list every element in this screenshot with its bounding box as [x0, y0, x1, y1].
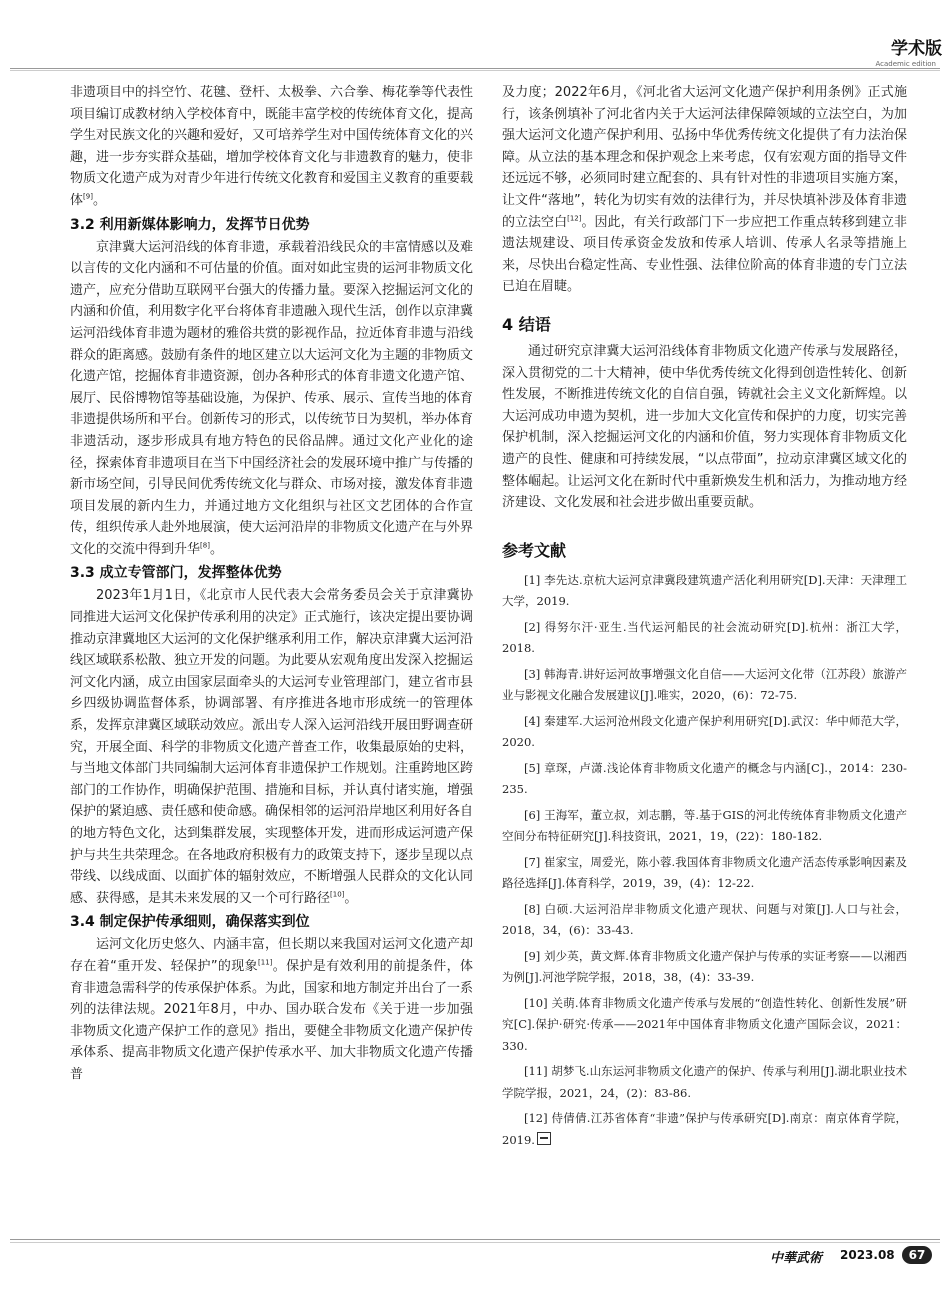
citation: [9]	[83, 192, 93, 201]
left-column	[70, 82, 473, 1086]
journal-logo: 中華武術	[770, 1251, 823, 1266]
page-footer	[770, 1245, 942, 1269]
reference-item: [3] 韩海青.讲好运河故事增强文化自信——大运河文化带（江苏段）旅游产业与影视文化融合发展建议[J].唯实，2020，(6)：72-75.	[502, 666, 907, 703]
end-of-article-icon	[537, 1132, 551, 1145]
paragraph: 京津冀大运河沿线的体育非遗，承载着沿线民众的丰富情感以及难以言传的文化内涵和不可估量的价值。面对如此宝贵的运河非物质文化遗产，应充分借助互联网平台强大的传播力量。要深入挖掘运河文化的内涵和价值，利用数字化平台将体育非遗融入现代生活，创作以京津冀运河沿线体育非遗为题材的雅俗共赏的影视作品，拉近体育非遗与沿线群众的距离感。鼓励有条件的地区建立以大运河文化为主题的非物质文化遗产馆，挖掘体育非遗资源，创办各种形式的体育非遗文化遗产馆、展厅、民俗博物馆等基础设施，为保护、传承、展示、宣传当地的体育非遗提供场所和平台。创新传习的形式，以传统节日为契机，举办体育非遗活动，逐步形成具有地方特色的民俗品牌。通过文化产业化的途径，探索体育非遗项目在当下中国经济社会的发展环境中推广与传播的新市场空间，引导民间优秀传统文化与群众、市场对接，激发体育非遗项目发展的新内生力，并通过地方文化组织与社区文艺团体的合作宣传，组织传承人赴外地展演，使大运河沿岸的非物质文化遗产在与外界文化的交流中得到升华[8]。	[70, 239, 474, 557]
section-sublabel: Academic edition	[875, 60, 936, 68]
reference-item: [7] 崔家宝，周爱光，陈小蓉.我国体育非物质文化遗产活态传承影响因素及路径选择[J].体育科学，2019，39，(4)：12-22.	[502, 854, 907, 891]
page-number: 67	[902, 1246, 932, 1264]
citation: [10]	[330, 890, 345, 899]
bottom-divider-secondary	[10, 1242, 940, 1243]
references-heading: 参考文献	[502, 540, 567, 560]
paragraph: 及力度；2022年6月，《河北省大运河文化遗产保护利用条例》正式施行，该条例填补了河北省内关于大运河法律保障领域的立法空白，为加强大运河文化遗产保护利用、弘扬中华优秀传统文化提供了有力法治保障。从立法的基本理念和保护观念上来考虑，仅有宏观方面的指导文件还远远不够，必须同时建立配套的、具有针对性的非遗项目实施方案，让文件“落地”，转化为切实有效的法律行为，并尽快填补涉及体育非遗的立法空白[12]。因此，有关行政部门下一步应把工作重点转移到建立非遗法规建设、项目传承资金发放和传承人培训、传承人名录等措施上来，尽快出台稳定性高、专业性强、法律位阶高的体育非遗的专门立法已迫在眉睫。	[502, 85, 907, 295]
section-label: 学术版	[891, 39, 942, 59]
citation: [12]	[567, 214, 582, 223]
paragraph: 2023年1月1日，《北京市人民代表大会常务委员会关于京津冀协同推进大运河文化保护传承利用的决定》正式施行，该决定提出要协调推动京津冀地区大运河的文化保护继承利用工作，解决京津冀大运河沿线区域联系松散、独立开发的问题。为此要从宏观角度出发深入挖掘运河文化内涵，成立由国家层面牵头的大运河专业管理部门，建立省市县乡四级协调监督体系，协调部署、有序推进各地市形成统一的管理体系，发挥京津冀区域联动效应。派出专人深入运河沿线开展田野调查研究，开展全面、科学的非物质文化遗产普查工作，收集最原始的史料，与当地文体部门共同编制大运河体育非遗保护工作规划。注重跨地区跨部门的工作协作，明确保护范围、措施和目标，并认真付诸实施，增强保护的紧迫感、责任感和使命感。确保相邻的运河沿岸地区利用好各自的地方特色文化，达到集群发展，实现整体开发，进而形成运河遗产保护与共生共荣理念。在各地政府积极有力的政策支持下，逐步呈现以点带线、以线成面、以面扩体的辐射效应，不断增强人民群众的文化认同感、获得感，是其未来发展的又一个可行路径[10]。	[70, 588, 474, 906]
top-divider	[10, 68, 940, 69]
reference-item: [11] 胡梦飞.山东运河非物质文化遗产的保护、传承与利用[J].湖北职业技术学院学报，2021，24，(2)：83-86.	[502, 1064, 907, 1100]
journal-header	[752, 26, 942, 68]
paragraph: 运河文化历史悠久、内涵丰富，但长期以来我国对运河文化遗产却存在着“重开发、轻保护”的现象[11]。保护是有效利用的前提条件，体育非遗急需科学的传承保护体系。为此，国家和地方制定并出台了一系列的法律法规。2021年8月，中办、国办联合发布《关于进一步加强非物质文化遗产保护工作的意见》指出，要健全非物质文化遗产保护传承体系、提高非物质文化遗产保护传承水平、加大非物质文化遗产传播普	[70, 937, 474, 1082]
section-heading-3-4: 3.4 制定保护传承细则，确保落实到位	[70, 914, 310, 931]
top-divider-secondary	[10, 70, 940, 71]
references-list	[502, 570, 907, 1152]
reference-item: [1] 李先达.京杭大运河京津冀段建筑遗产活化利用研究[D].天津：天津理工大学，2019.	[502, 572, 907, 609]
citation: [11]	[258, 958, 273, 967]
bottom-divider	[10, 1239, 940, 1240]
reference-item: [6] 王海军，董立叔，刘志鹏，等.基于GIS的河北传统体育非物质文化遗产空间分布特征研究[J].科技资讯，2021，19，(22)：180-182.	[502, 807, 907, 844]
paragraph: 非遗项目中的抖空竹、花毽、登杆、太极拳、六合拳、梅花拳等代表性项目编订成教材纳入学校体育中，既能丰富学校的传统体育文化，提高学生对民族文化的兴趣和爱好，又可培养学生对中国传统体育文化的兴趣，进一步夯实群众基础，增加学校体育文化与非遗教育的魅力，使非物质文化遗产成为对青少年进行传统文化教育和爱国主义教育的重要载体[9]。	[70, 85, 474, 208]
paragraph: 通过研究京津冀大运河沿线体育非物质文化遗产传承与发展路径，深入贯彻党的二十大精神，使中华优秀传统文化得到创造性转化、创新性发展，不断推进传统文化的自信自强，铸就社会主义文化新辉煌。以大运河成功申遗为契机，进一步加大文化宣传和保护的力度，切实完善保护机制，深入挖掘运河文化的内涵和价值，努力实现体育非物质文化遗产的良性、健康和可持续发展，“以点带面”，拉动京津冀区域文化的整体崛起。让运河文化在新时代中重新焕发生机和活力，为推动地方经济建设、文化发展和社会进步做出重要贡献。	[502, 343, 907, 511]
section-heading-3-2: 3.2 利用新媒体影响力，发挥节日优势	[70, 216, 310, 233]
reference-item: [4] 秦建军.大运河沧州段文化遗产保护利用研究[D].武汉：华中师范大学，2020.	[502, 713, 907, 750]
right-column	[502, 82, 907, 1155]
issue-number: 2023.08	[840, 1248, 895, 1262]
reference-item: [2] 得努尔汗·亚生.当代运河船民的社会流动研究[D].杭州：浙江大学，2018.	[502, 619, 907, 656]
citation: [8]	[200, 541, 210, 550]
reference-item: [8] 白硕.大运河沿岸非物质文化遗产现状、问题与对策[J].人口与社会，2018，34，(6)：33-43.	[502, 901, 907, 938]
section-heading-4: 4 结语	[502, 314, 551, 334]
section-heading-3-3: 3.3 成立专管部门，发挥整体优势	[70, 565, 282, 582]
reference-item: [10] 关萌.体育非物质文化遗产传承与发展的“创造性转化、创新性发展”研究[C].保护·研究·传承——2021年中国体育非物质文化遗产国际会议，2021：330.	[502, 995, 907, 1053]
reference-item-last: [12] 侍倩倩.江苏省体育“非遗”保护与传承研究[D].南京：南京体育学院，2019.	[502, 1111, 907, 1147]
reference-item: [9] 刘少英，黄文辉.体育非物质文化遗产保护与传承的实证考察——以湘西为例[J].河池学院学报，2018，38，(4)：33-39.	[502, 948, 907, 985]
reference-item: [5] 章琛，卢潇.浅论体育非物质文化遗产的概念与内涵[C].，2014：230-235.	[502, 760, 907, 797]
